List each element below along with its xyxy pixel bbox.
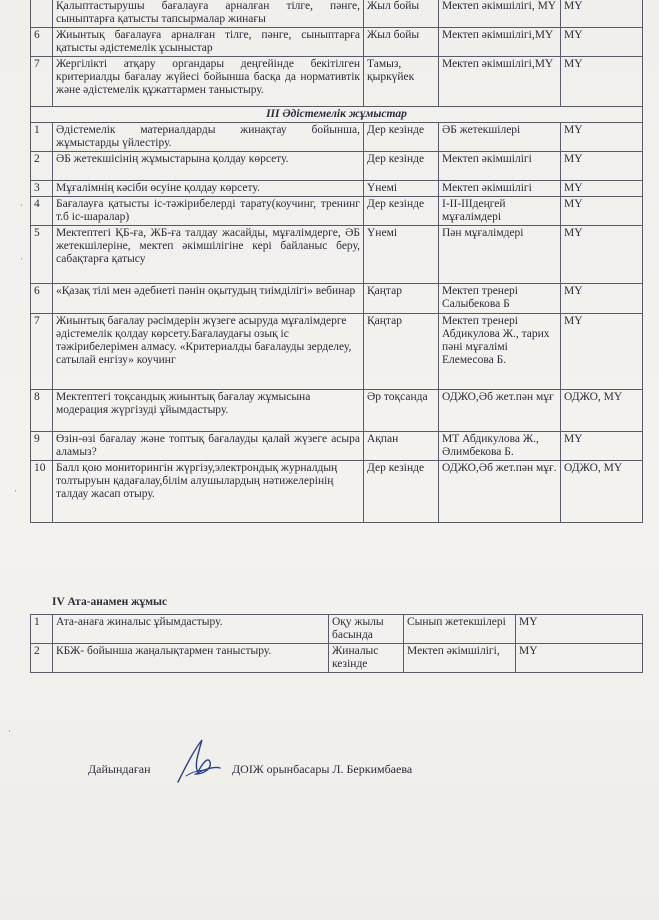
form-cell: ОДЖО, МҮ — [561, 390, 643, 432]
signature-mark — [172, 736, 224, 786]
row-number: 4 — [31, 197, 53, 226]
table-row — [31, 123, 643, 152]
task-cell: Мұғалімнің кәсіби өсуіне қолдау көрсету. — [53, 181, 364, 197]
section-row — [31, 107, 643, 123]
table-row — [31, 0, 643, 28]
task-cell: Жиынтық бағалауға арналған тілге, пәнге, сыныптарға қатысты әдістемелік ұсыныстар — [53, 28, 364, 57]
table-row — [31, 57, 643, 107]
row-number: 1 — [31, 123, 53, 152]
margin-dot: · — [20, 254, 23, 264]
task-cell: Ата-анаға жиналыс ұйымдастыру. — [53, 615, 329, 644]
section-4-title: IV Ата-анамен жұмыс — [52, 596, 168, 608]
table-row — [31, 615, 643, 644]
form-cell: МҮ — [561, 432, 643, 461]
task-cell: Мектептегі ҚБ-ға, ЖБ-ға талдау жасайды, мұғалімдерге, ӘБ жетекшілеріне, мектеп әкімшілігіне кері байланыс беру, сабақтарға қатысу — [53, 226, 364, 284]
table-row — [31, 152, 643, 181]
form-cell: МҮ — [516, 644, 643, 673]
task-cell: КБЖ- бойынша жаңалықтармен таныстыру. — [53, 644, 329, 673]
row-number: 5 — [31, 226, 53, 284]
section-3-title: III Әдістемелік жұмыстар — [31, 107, 643, 123]
responsible-cell: Сынып жетекшілері — [404, 615, 516, 644]
responsible-cell: Мектеп әкімшілігі, — [404, 644, 516, 673]
time-cell: Үнемі — [364, 226, 439, 284]
responsible-cell: ОДЖО,Әб жет.пән мұғ. — [439, 461, 561, 523]
table-row — [31, 314, 643, 390]
responsible-cell: Пән мұғалімдері — [439, 226, 561, 284]
responsible-cell: Мектеп әкімшілігі — [439, 181, 561, 197]
task-cell: Мектептегі тоқсандық жиынтық бағалау жұмысына модерация жүргізуді ұйымдастыру. — [53, 390, 364, 432]
signer-name: ДОІЖ орынбасары Л. Беркимбаева — [232, 762, 413, 776]
table-row — [31, 644, 643, 673]
task-cell: Өзін-өзі бағалау және топтық бағалауды қалай жүзеге асыра аламыз? — [53, 432, 364, 461]
task-cell: Әдістемелік материалдарды жинақтау бойынша, жұмыстарды үйлестіру. — [53, 123, 364, 152]
form-cell: МҮ — [516, 615, 643, 644]
row-number: 7 — [31, 57, 53, 107]
table-row — [31, 28, 643, 57]
margin-dot: · — [14, 486, 17, 496]
responsible-cell: МТ Абдикулова Ж., Әлимбекова Б. — [439, 432, 561, 461]
form-cell: МҮ — [561, 314, 643, 390]
form-cell: МҮ — [561, 181, 643, 197]
task-cell: «Қазақ тілі мен әдебиеті пәнін оқытудың тиімділігі» вебинар — [53, 284, 364, 314]
table-row — [31, 432, 643, 461]
row-number: 1 — [31, 615, 53, 644]
table-row — [31, 390, 643, 432]
form-cell: МҮ — [561, 28, 643, 57]
time-cell: Жыл бойы — [364, 28, 439, 57]
row-number: 10 — [31, 461, 53, 523]
time-cell: Жиналыс кезінде — [329, 644, 404, 673]
table-row — [31, 181, 643, 197]
row-number: 7 — [31, 314, 53, 390]
time-cell: Үнемі — [364, 181, 439, 197]
responsible-cell: ОДЖО,Әб жет.пән мұғ — [439, 390, 561, 432]
form-cell: МҮ — [561, 0, 643, 28]
margin-dot: · — [20, 200, 23, 210]
time-cell: Оқу жылы басында — [329, 615, 404, 644]
form-cell: МҮ — [561, 152, 643, 181]
form-cell: МҮ — [561, 226, 643, 284]
time-cell: Тамыз, қыркүйек — [364, 57, 439, 107]
form-cell: МҮ — [561, 57, 643, 107]
row-number: 6 — [31, 284, 53, 314]
work-plan-table — [30, 0, 643, 523]
row-number: 8 — [31, 390, 53, 432]
row-number — [31, 0, 53, 28]
time-cell: Дер кезінде — [364, 123, 439, 152]
responsible-cell: ӘБ жетекшілері — [439, 123, 561, 152]
time-cell: Ақпан — [364, 432, 439, 461]
responsible-cell: Мектеп тренері Абдикулова Ж., тарих пәні мұғалімі Елемесова Б. — [439, 314, 561, 390]
row-number: 6 — [31, 28, 53, 57]
responsible-cell: І-ІІ-ІІІдеңгей мұғалімдері — [439, 197, 561, 226]
time-cell: Қаңтар — [364, 314, 439, 390]
table-row — [31, 226, 643, 284]
margin-dot: · — [8, 726, 11, 736]
form-cell: МҮ — [561, 284, 643, 314]
time-cell: Әр тоқсанда — [364, 390, 439, 432]
table-row — [31, 461, 643, 523]
time-cell: Дер кезінде — [364, 461, 439, 523]
table-row — [31, 284, 643, 314]
row-number: 2 — [31, 644, 53, 673]
form-cell: ОДЖО, МҮ — [561, 461, 643, 523]
prepared-by-label: Дайындаған — [88, 762, 151, 776]
row-number: 3 — [31, 181, 53, 197]
task-cell: ӘБ жетекшісінің жұмыстарына қолдау көрсету. — [53, 152, 364, 181]
table-row — [31, 197, 643, 226]
parents-work-table — [30, 614, 643, 673]
task-cell: Жергілікті атқару органдары деңгейінде бекітілген критериалды бағалау жүйесі бойынша басқа да нормативтік және әдістемелік құжаттармен таныстыру. — [53, 57, 364, 107]
form-cell: МҮ — [561, 197, 643, 226]
responsible-cell: Мектеп тренері Салыбекова Б — [439, 284, 561, 314]
responsible-cell: Мектеп әкімшілігі,МҮ — [439, 28, 561, 57]
time-cell: Дер кезінде — [364, 152, 439, 181]
time-cell: Қаңтар — [364, 284, 439, 314]
responsible-cell: Мектеп әкімшілігі — [439, 152, 561, 181]
responsible-cell: Мектеп әкімшілігі,МҮ — [439, 57, 561, 107]
time-cell: Дер кезінде — [364, 197, 439, 226]
form-cell: МҮ — [561, 123, 643, 152]
task-cell: Жиынтық бағалау рәсімдерін жүзеге асыруда мұғалімдерге әдістемелік қолдау көрсету.Бағалаудағы озық іс тәжірибелерімен алмасу. «Критериалды бағалауды зерделеу, сатылай енгізу» коучинг — [53, 314, 364, 390]
task-cell: Балл қою мониторингін жүргізу,электрондық журналдың толтыруын қадағалау,білім алушылардың нәтижелерінің талдау жасап отыру. — [53, 461, 364, 523]
time-cell: Жыл бойы — [364, 0, 439, 28]
row-number: 2 — [31, 152, 53, 181]
row-number: 9 — [31, 432, 53, 461]
task-cell: Қалыптастырушы бағалауға арналған тілге, пәнге, сыныптарға қатысты тапсырмалар жинағы — [53, 0, 364, 28]
task-cell: Бағалауға қатысты іс-тәжірибелерді тарату(коучинг, тренинг т.б іс-шаралар) — [53, 197, 364, 226]
responsible-cell: Мектеп әкімшілігі, МҮ — [439, 0, 561, 28]
